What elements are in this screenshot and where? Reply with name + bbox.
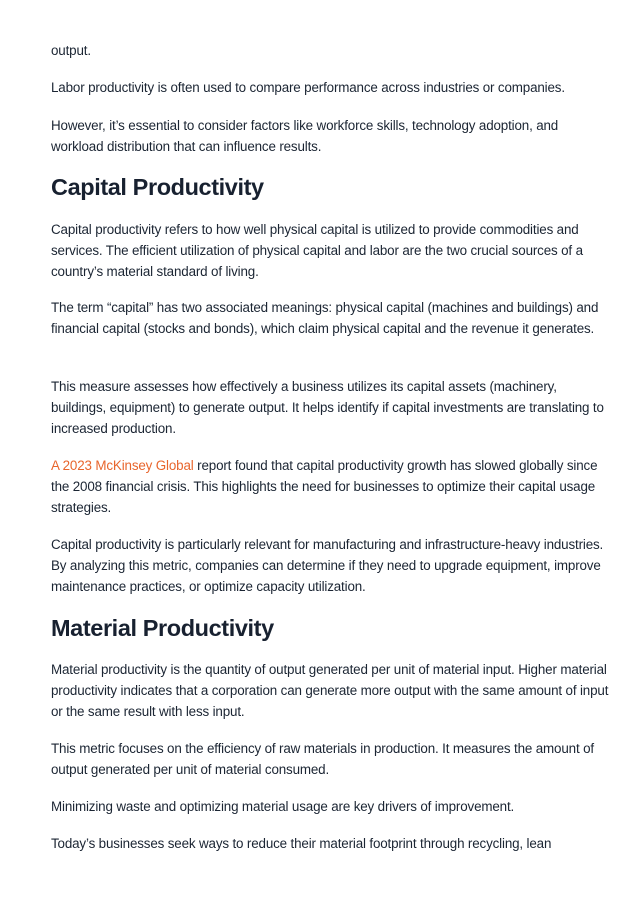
paragraph-material-waste: Minimizing waste and optimizing material usage are key drivers of improvement. xyxy=(51,799,515,814)
mckinsey-report-link[interactable]: A 2023 McKinsey Global xyxy=(51,458,194,473)
paragraph-output: output. xyxy=(51,43,91,58)
paragraph-mckinsey-report xyxy=(51,455,611,518)
heading-material-productivity: Material Productivity xyxy=(51,615,274,641)
paragraph-material-footprint: Today’s businesses seek ways to reduce their material footprint through recycling, lean xyxy=(51,836,552,851)
paragraph-capital-definition: Capital productivity refers to how well physical capital is utilized to provide commodities and services. The efficient utilization of physical capital and labor are the two crucial sources of a country’s material standard of living. xyxy=(51,222,583,279)
paragraph-capital-relevance: Capital productivity is particularly relevant for manufacturing and infrastructure-heavy industries. By analyzing this metric, companies can determine if they need to upgrade equipment, improve maintenance practices, or optimize capacity utilization. xyxy=(51,537,604,594)
mckinsey-report-text: report found that capital productivity growth has slowed globally since the 2008 financial crisis. This highlights the need for businesses to optimize their capital usage strategies. xyxy=(51,458,598,515)
heading-capital-productivity: Capital Productivity xyxy=(51,174,264,200)
paragraph-material-efficiency: This metric focuses on the efficiency of raw materials in production. It measures the amount of output generated per unit of material consumed. xyxy=(51,741,594,777)
paragraph-material-definition: Material productivity is the quantity of output generated per unit of material input. Higher material productivity indicates that a corporation can generate more output with the same amount of input or the same result with less input. xyxy=(51,662,609,719)
paragraph-capital-measure: This measure assesses how effectively a business utilizes its capital assets (machinery, buildings, equipment) to generate output. It helps identify if capital investments are translating to increased production. xyxy=(51,379,604,436)
paragraph-capital-meanings: The term “capital” has two associated meanings: physical capital (machines and buildings) and financial capital (stocks and bonds), which claim physical capital and the revenue it generates. xyxy=(51,300,599,336)
paragraph-labor-comparison: Labor productivity is often used to compare performance across industries or companies. xyxy=(51,80,565,95)
paragraph-labor-factors: However, it’s essential to consider factors like workforce skills, technology adoption, and workload distribution that can influence results. xyxy=(51,118,559,154)
